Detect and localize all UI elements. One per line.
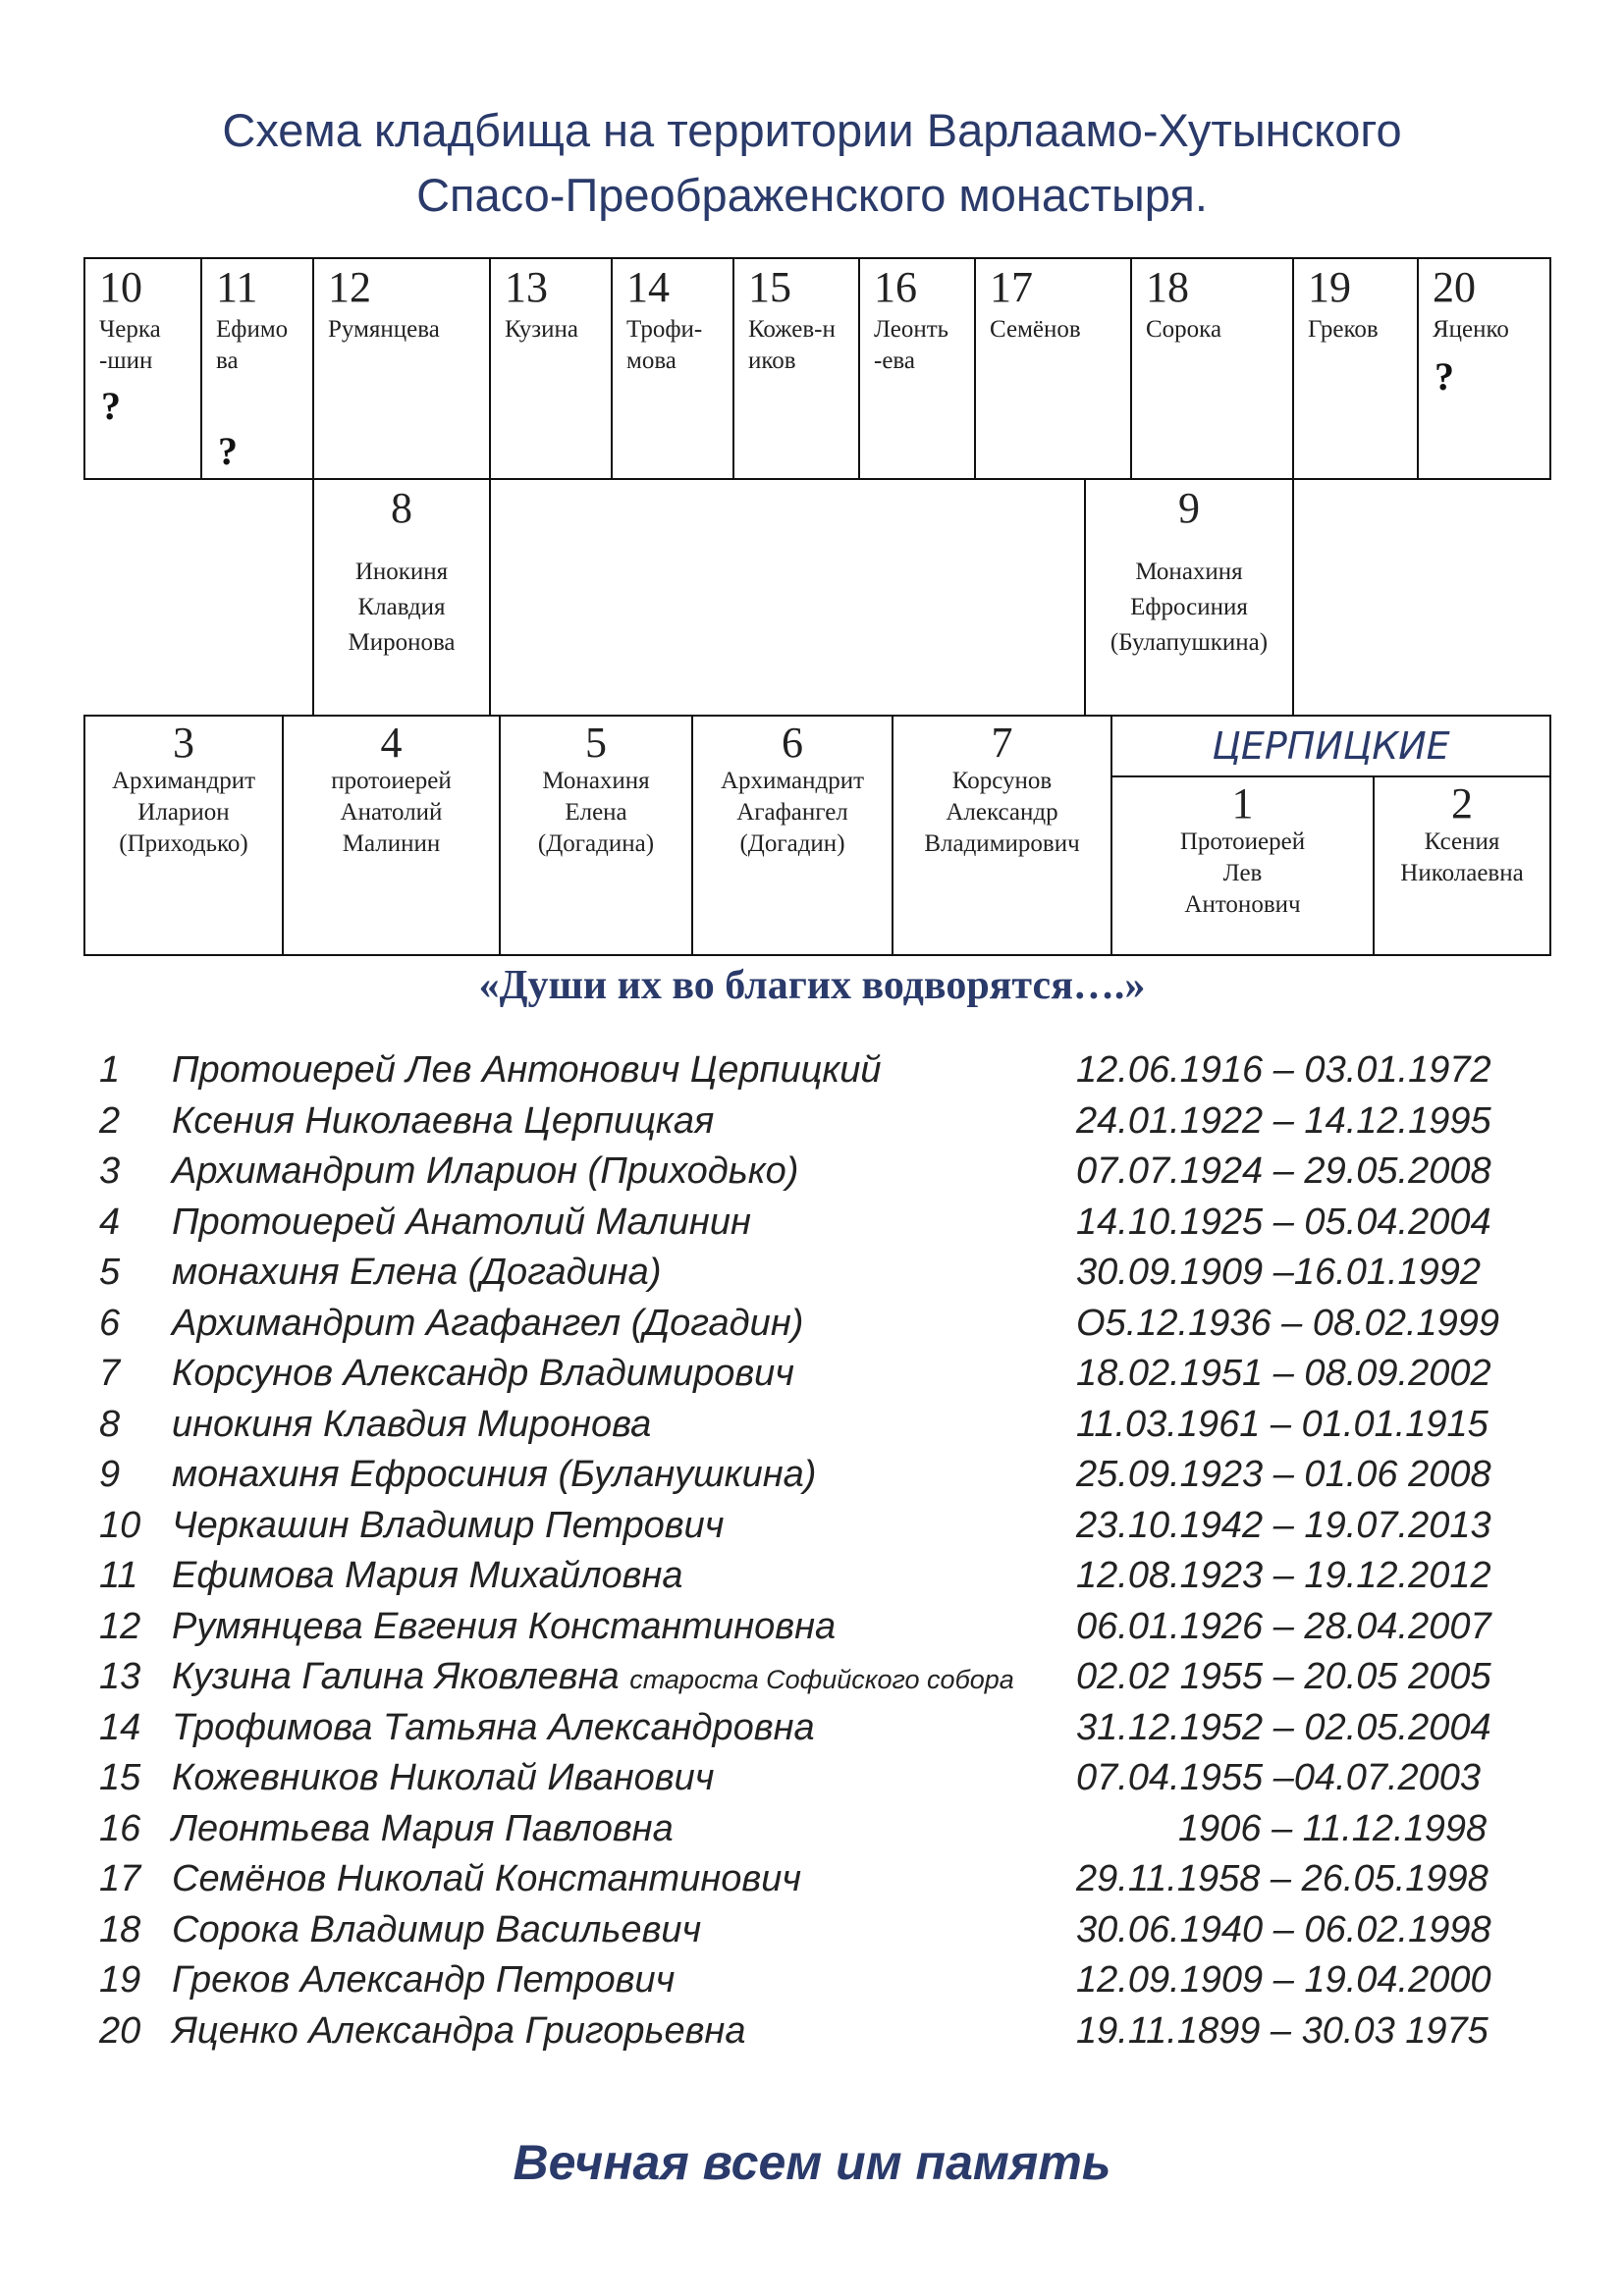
name-line: Антонович: [1184, 891, 1301, 918]
plot-name: [284, 766, 499, 860]
list-item: [0, 1602, 1624, 1652]
plot-9: [1084, 480, 1294, 717]
plot-name: [501, 766, 691, 860]
list-note: староста Софийского собора: [629, 1665, 1014, 1694]
list-item: [0, 1248, 1624, 1298]
list-name-text: Трофимова Татьяна Александровна: [172, 1706, 815, 1748]
list-name-text: Леонтьева Мария Павловна: [172, 1807, 674, 1849]
name-line: (Догадин): [739, 830, 845, 857]
plot-number: 18: [1146, 263, 1189, 311]
plot-name: Черка-шин: [99, 316, 161, 374]
list-name-text: Ефимова Мария Михайловна: [172, 1555, 683, 1596]
list-item: [0, 2006, 1624, 2056]
plot-17: [974, 257, 1132, 480]
name-line: Иларион: [137, 799, 230, 826]
name-line: Архимандрит: [111, 768, 256, 794]
list-name: [172, 1045, 882, 1095]
list-name: [172, 1652, 1014, 1705]
name-line: Елена: [565, 799, 627, 826]
list-number: 6: [99, 1302, 121, 1344]
name-line: Миронова: [348, 629, 456, 656]
plot-4: [282, 715, 501, 956]
list-number: 20: [99, 2009, 141, 2052]
plot-number: 5: [585, 719, 607, 767]
list-dates: 12.09.1909 – 19.04.2000: [1076, 1959, 1491, 2001]
plot-number: 7: [991, 719, 1013, 767]
list-number: 9: [99, 1454, 121, 1495]
list-name: [172, 1147, 798, 1197]
list-number: 18: [99, 1908, 141, 1950]
list-item: [0, 1450, 1624, 1500]
list-item: [0, 1703, 1624, 1753]
list-name-text: Яценко Александра Григорьевна: [172, 2009, 746, 2052]
plot-14: [611, 257, 734, 480]
list-dates: 14.10.1925 – 05.04.2004: [1076, 1201, 1491, 1243]
list-name-text: Черкашин Владимир Петрович: [172, 1504, 725, 1546]
list-item: [0, 1551, 1624, 1601]
list-name: [172, 1299, 803, 1349]
plot-number: 16: [874, 263, 917, 311]
plot-15: [732, 257, 860, 480]
list-dates: 24.01.1922 – 14.12.1995: [1076, 1099, 1491, 1142]
plot-number: 12: [328, 263, 371, 311]
name-line: (Приходько): [119, 830, 248, 857]
list-name: [172, 2006, 745, 2056]
list-name: [172, 1955, 675, 2005]
name-line: Агафангел: [736, 799, 848, 826]
plot-10: [83, 257, 202, 480]
plot-name: Яценко: [1433, 316, 1509, 343]
list-name-text: Ксения Николаевна Церпицкая: [172, 1099, 715, 1142]
epitaph-quote: «Души их во благих водворятся….»: [478, 963, 1146, 1008]
list-item: [0, 1854, 1624, 1904]
list-number: 11: [99, 1555, 138, 1596]
list-number: 7: [99, 1353, 121, 1394]
list-item: [0, 1349, 1624, 1399]
plot-name: [1086, 555, 1292, 661]
cemetery-plan: [0, 0, 1624, 982]
name-line: Анатолий: [340, 799, 443, 826]
list-number: 1: [99, 1049, 121, 1091]
name-line: Владимирович: [924, 830, 1080, 857]
list-item: [0, 1198, 1624, 1248]
plot-number: 20: [1433, 263, 1476, 311]
plot-number: 15: [748, 263, 791, 311]
list-name-text: Румянцева Евгения Константиновна: [172, 1605, 837, 1647]
name-line: Монахиня: [1135, 559, 1243, 585]
name-line: (Булапушкина): [1110, 629, 1269, 656]
plot-11: [200, 257, 314, 480]
name-line: Архимандрит: [720, 768, 865, 794]
list-item: [0, 1753, 1624, 1803]
plot-16: [858, 257, 976, 480]
list-dates: 19.11.1899 – 30.03 1975: [1076, 2009, 1489, 2052]
name-line: Лев: [1222, 860, 1263, 886]
name-line: протоиерей: [331, 768, 452, 794]
plot-number: 19: [1308, 263, 1351, 311]
list-name-text: Архимандрит Агафангел (Догадин): [172, 1302, 804, 1344]
list-number: 17: [99, 1858, 141, 1899]
list-number: 2: [99, 1099, 121, 1142]
list-item: [0, 1045, 1624, 1095]
list-name-text: инокиня Клавдия Миронова: [172, 1403, 652, 1445]
list-item: [0, 1400, 1624, 1450]
list-dates: О5.12.1936 – 08.02.1999: [1076, 1302, 1500, 1344]
list-name-text: Протоиерей Анатолий Малинин: [172, 1201, 751, 1243]
plot-name: Ефимо ва: [216, 316, 289, 374]
list-item: [0, 1652, 1624, 1702]
list-number: 5: [99, 1252, 121, 1293]
name-line: Протоиерей: [1179, 828, 1306, 855]
list-name: [172, 1450, 816, 1500]
list-name-text: Кожевников Николай Иванович: [172, 1757, 715, 1798]
list-dates: 18.02.1951 – 08.09.2002: [1076, 1353, 1491, 1394]
list-dates: 02.02 1955 – 20.05 2005: [1076, 1656, 1491, 1697]
family-heading: ЦЕРПИЦКИЕ: [1110, 715, 1551, 777]
plot-name: [693, 766, 892, 860]
plot-8: [312, 480, 491, 717]
plot-number: 1: [1231, 779, 1254, 828]
name-line: Корсунов: [951, 768, 1053, 794]
list-name: [172, 1602, 836, 1652]
plot-number: 17: [990, 263, 1033, 311]
list-name: [172, 1248, 661, 1298]
plot-number: 3: [173, 719, 194, 767]
plot-number: 11: [216, 263, 258, 311]
name-line: Ефросиния: [1130, 594, 1248, 620]
plot-6: [691, 715, 893, 956]
plot-7: [892, 715, 1112, 956]
list-number: 10: [99, 1504, 141, 1546]
plot-number: 9: [1178, 484, 1200, 532]
name-line: Клавдия: [357, 594, 446, 620]
list-dates: 30.06.1940 – 06.02.1998: [1076, 1908, 1491, 1950]
plot-number: 10: [99, 263, 142, 311]
list-item: [0, 1905, 1624, 1955]
plot-name: Греков: [1308, 316, 1379, 343]
list-dates: 23.10.1942 – 19.07.2013: [1076, 1504, 1491, 1546]
list-name-text: Кузина Галина Яковлевна: [172, 1656, 620, 1697]
list-name: [172, 1703, 815, 1753]
list-number: 12: [99, 1605, 141, 1647]
plot-1: [1110, 775, 1375, 956]
list-number: 4: [99, 1201, 121, 1243]
list-item: [0, 1299, 1624, 1349]
list-name: [172, 1753, 714, 1803]
name-line: Александр: [946, 799, 1058, 826]
plot-13: [489, 257, 613, 480]
plot-number: 14: [626, 263, 670, 311]
list-item: [0, 1096, 1624, 1147]
list-dates: 11.03.1961 – 01.01.1915: [1076, 1403, 1489, 1445]
list-name-text: Сорока Владимир Васильевич: [172, 1908, 702, 1950]
plot-number: 13: [505, 263, 548, 311]
plot-name: Румянцева: [328, 316, 440, 343]
list-dates: 30.09.1909 –16.01.1992: [1076, 1252, 1482, 1293]
plot-name: Трофи-мова: [626, 316, 703, 374]
name-line: Николаевна: [1400, 860, 1524, 886]
list-dates: 12.08.1923 – 19.12.2012: [1076, 1555, 1491, 1596]
list-number: 15: [99, 1757, 141, 1798]
list-name-text: монахиня Ефросиния (Буланушкина): [172, 1454, 817, 1495]
list-dates: 25.09.1923 – 01.06 2008: [1076, 1454, 1491, 1495]
list-item: [0, 1955, 1624, 2005]
plot-name: [1375, 827, 1549, 889]
unknown-mark: ?: [1435, 354, 1454, 399]
list-number: 19: [99, 1959, 141, 2001]
list-dates: 31.12.1952 – 02.05.2004: [1076, 1706, 1491, 1748]
unknown-mark: ?: [101, 384, 121, 428]
unknown-mark: ?: [218, 429, 238, 473]
list-name-text: Архимандрит Иларион (Приходько): [172, 1150, 799, 1192]
plot-name: [85, 766, 282, 860]
list-name: [172, 1804, 674, 1854]
list-item: [0, 1147, 1624, 1197]
list-dates: 29.11.1958 – 26.05.1998: [1076, 1858, 1489, 1899]
name-line: Ксения: [1424, 828, 1500, 855]
list-number: 13: [99, 1656, 141, 1697]
list-number: 3: [99, 1150, 121, 1192]
list-name: [172, 1905, 701, 1955]
list-name: [172, 1198, 751, 1248]
list-number: 16: [99, 1807, 141, 1849]
list-dates: 12.06.1916 – 03.01.1972: [1076, 1049, 1491, 1091]
list-dates: 1906 – 11.12.1998: [1178, 1807, 1488, 1849]
name-line: Инокиня: [354, 559, 449, 585]
name-line: Малинин: [342, 830, 441, 857]
list-name: [172, 1096, 714, 1147]
plot-2: [1373, 775, 1551, 956]
plot-18: [1130, 257, 1294, 480]
plot-name: Леонть -ева: [874, 316, 949, 374]
plot-number: 4: [380, 719, 403, 767]
plot-name: [893, 766, 1110, 860]
name-line: (Догадина): [537, 830, 655, 857]
plot-name: [1112, 827, 1373, 921]
plot-number: 8: [391, 484, 412, 532]
list-name-text: Семёнов Николай Константинович: [172, 1858, 802, 1899]
title-line-2: Спасо-Преображенского монастыря.: [416, 169, 1208, 221]
footer-memory: Вечная всем им память: [513, 2135, 1111, 2190]
list-item: [0, 1804, 1624, 1854]
list-name-text: Корсунов Александр Владимирович: [172, 1353, 794, 1394]
list-name: [172, 1349, 794, 1399]
list-name: [172, 1400, 651, 1450]
title-line-1: Схема кладбища на территории Варлаамо-Хутынского: [222, 104, 1402, 156]
plot-3: [83, 715, 284, 956]
list-name-text: Греков Александр Петрович: [172, 1959, 676, 2001]
plot-12: [312, 257, 491, 480]
name-line: Монахиня: [542, 768, 650, 794]
plot-number: 6: [782, 719, 803, 767]
plot-name: Сорока: [1146, 316, 1222, 343]
list-name-text: монахиня Елена (Догадина): [172, 1252, 662, 1293]
list-dates: 06.01.1926 – 28.04.2007: [1076, 1605, 1491, 1647]
list-dates: 07.07.1924 – 29.05.2008: [1076, 1150, 1491, 1192]
plot-name: [314, 555, 489, 661]
plot-19: [1292, 257, 1419, 480]
list-name: [172, 1854, 801, 1904]
plot-name: Кузина: [505, 316, 579, 343]
list-item: [0, 1501, 1624, 1551]
list-name: [172, 1501, 724, 1551]
list-number: 8: [99, 1403, 121, 1445]
list-name: [172, 1551, 683, 1601]
plot-20: [1417, 257, 1551, 480]
plot-5: [499, 715, 693, 956]
plot-name: Семёнов: [990, 316, 1081, 343]
plot-name: Кожев-ников: [748, 316, 836, 374]
list-dates: 07.04.1955 –04.07.2003: [1076, 1757, 1482, 1798]
list-number: 14: [99, 1706, 141, 1748]
plot-number: 2: [1451, 779, 1473, 828]
list-name-text: Протоиерей Лев Антонович Церпицкий: [172, 1049, 882, 1091]
